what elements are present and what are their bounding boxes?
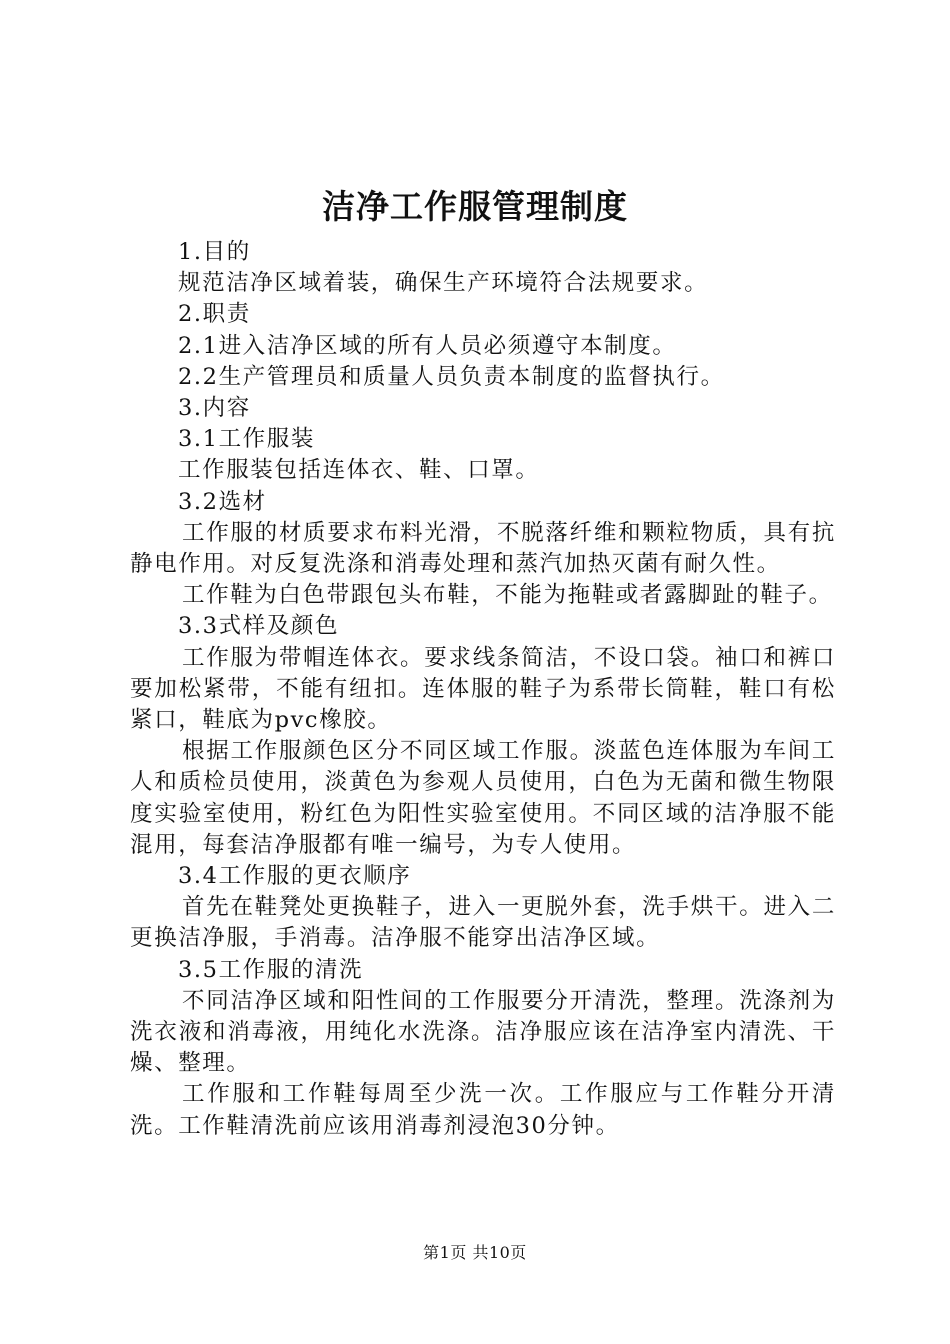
subsection-heading-workwear: 3.1工作服装 [178, 426, 315, 453]
cleaning-paragraph: 不同洁净区域和阳性间的工作服要分开清洗，整理。洗涤剂为洗衣液和消毒液，用纯化水洗涤。洁净服应该在洁净室内清洗、干燥、整理。 [130, 987, 836, 1077]
document-title: 洁净工作服管理制度 [322, 187, 628, 226]
section-heading-content: 3.内容 [178, 395, 251, 422]
cleaning-frequency-paragraph: 工作服和工作鞋每周至少洗一次。工作服应与工作鞋分开清洗。工作鞋清洗前应该用消毒剂浸泡30分钟。 [130, 1081, 836, 1139]
section-heading-responsibility: 2.职责 [178, 301, 251, 328]
subsection-heading-material: 3.2选材 [178, 488, 267, 515]
responsibility-item-2: 2.2生产管理员和质量人员负责本制度的监督执行。 [178, 363, 725, 390]
subsection-heading-changing-order: 3.4工作服的更衣顺序 [178, 863, 412, 890]
section-heading-purpose: 1.目的 [178, 239, 251, 265]
shoes-paragraph: 工作鞋为白色带跟包头布鞋，不能为拖鞋或者露脚趾的鞋子。 [182, 582, 833, 609]
workwear-text: 工作服装包括连体衣、鞋、口罩。 [178, 457, 540, 484]
subsection-heading-style-color: 3.3式样及颜色 [178, 613, 340, 640]
document-body [130, 237, 836, 1142]
page-number-footer: 第1页 共10页 [423, 1243, 527, 1262]
purpose-text: 规范洁净区域着装，确保生产环境符合法规要求。 [178, 270, 709, 297]
subsection-heading-cleaning: 3.5工作服的清洗 [178, 956, 364, 983]
material-paragraph: 工作服的材质要求布料光滑，不脱落纤维和颗粒物质，具有抗静电作用。对反复洗涤和消毒处理和蒸汽加热灭菌有耐久性。 [130, 519, 836, 578]
changing-order-paragraph: 首先在鞋凳处更换鞋子，进入一更脱外套，洗手烘干。进入二更换洁净服，手消毒。洁净服不能穿出洁净区域。 [130, 894, 836, 952]
color-paragraph: 根据工作服颜色区分不同区域工作服。淡蓝色连体服为车间工人和质检员使用，淡黄色为参观人员使用，白色为无菌和微生物限度实验室使用，粉红色为阳性实验室使用。不同区域的洁净服不能混用，每套洁净服都有唯一编号，为专人使用。 [130, 738, 836, 858]
responsibility-item-1: 2.1进入洁净区域的所有人员必须遵守本制度。 [178, 332, 677, 359]
style-paragraph: 工作服为带帽连体衣。要求线条简洁，不设口袋。袖口和裤口要加松紧带，不能有纽扣。连体服的鞋子为系带长筒鞋，鞋口有松紧口，鞋底为pvc橡胶。 [130, 644, 836, 734]
